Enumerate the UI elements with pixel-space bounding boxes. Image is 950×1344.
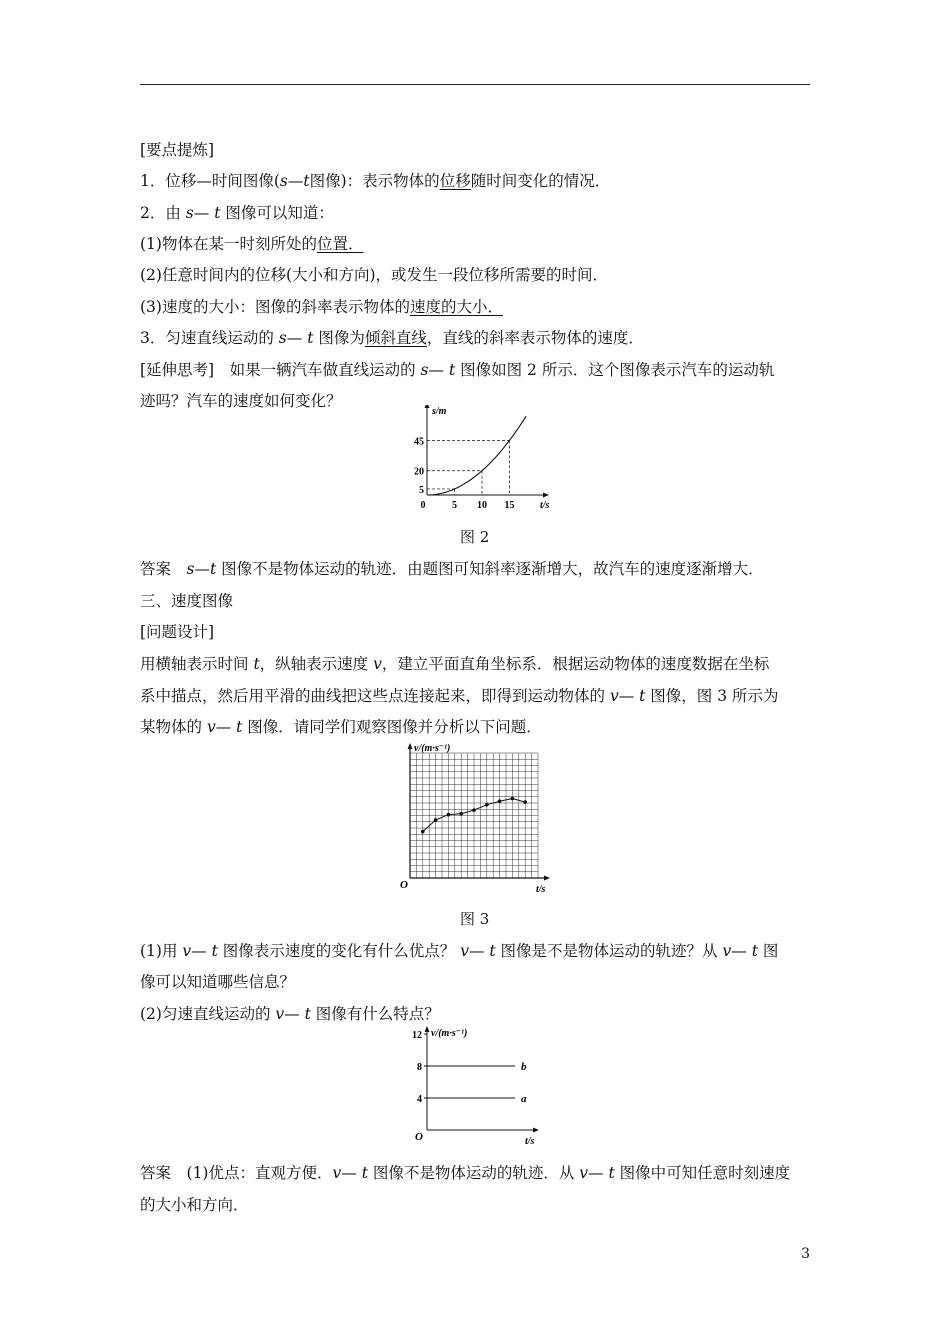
y-axis-label: v/(m·s⁻¹) bbox=[431, 1028, 468, 1039]
x-axis-arrow bbox=[544, 876, 550, 881]
problem-design-heading: [问题设计] bbox=[140, 623, 215, 641]
figure-2-caption: 图 2 bbox=[460, 528, 490, 546]
data-point bbox=[434, 818, 438, 822]
question-1-line2: 像可以知道哪些信息？ bbox=[140, 973, 296, 991]
point-3: 3．匀速直线运动的 s— t 图像为倾斜直线，直线的斜率表示物体的速度． bbox=[140, 329, 644, 347]
x-axis-label: t/s bbox=[540, 500, 550, 511]
y-tick-label: 4 bbox=[417, 1094, 422, 1105]
series-label-a: a bbox=[521, 1093, 527, 1105]
point-2-3: (3)速度的大小：图像的斜率表示物体的速度的大小． bbox=[140, 298, 503, 316]
figure-3-caption: 图 3 bbox=[460, 910, 490, 928]
origin-label: 0 bbox=[420, 500, 426, 511]
data-point bbox=[421, 830, 425, 834]
y-axis-arrow bbox=[425, 405, 430, 408]
question-1: (1)用 v— t 图像表示速度的变化有什么优点？ v— t 图像是不是物体运动的轨迹？从 v— t 图 bbox=[140, 942, 779, 960]
data-point bbox=[511, 797, 515, 801]
origin-label: O bbox=[415, 1131, 423, 1143]
point-1: 1．位移—时间图像(s—t图像)：表示物体的位移随时间变化的情况． bbox=[140, 172, 611, 190]
x-tick-label: 10 bbox=[477, 500, 487, 511]
page-number: 3 bbox=[801, 1246, 810, 1262]
data-point bbox=[472, 808, 476, 812]
series-label-b: b bbox=[521, 1061, 527, 1073]
answer-2-line2: 的大小和方向． bbox=[140, 1196, 249, 1214]
key-points-heading: [要点提炼] bbox=[140, 141, 215, 159]
x-tick-label: 5 bbox=[452, 500, 457, 511]
st-curve bbox=[427, 416, 526, 495]
problem-para-3: 某物体的 v— t 图像．请同学们观察图像并分析以下问题． bbox=[140, 718, 542, 736]
header-rule bbox=[140, 84, 810, 85]
figure-4-chart bbox=[395, 1018, 555, 1148]
data-point bbox=[523, 800, 527, 804]
x-axis-arrow bbox=[543, 493, 549, 498]
figure-3-chart bbox=[392, 738, 562, 898]
data-point bbox=[498, 799, 502, 803]
x-axis-label: t/s bbox=[525, 1136, 535, 1147]
extension-thinking: [延伸思考] 如果一辆汽车做直线运动的 s— t 图像如图 2 所示．这个图像表示汽车的运动轨 bbox=[140, 361, 775, 379]
question-2: (2)匀速直线运动的 v— t 图像有什么特点？ bbox=[140, 1005, 440, 1023]
origin-label: O bbox=[400, 879, 408, 891]
y-axis-arrow bbox=[425, 1026, 430, 1032]
y-axis-arrow bbox=[408, 743, 413, 749]
section-3-title: 三、速度图像 bbox=[140, 592, 234, 610]
y-tick-label: 8 bbox=[417, 1062, 422, 1073]
answer-1: 答案 s—t 图像不是物体运动的轨迹．由题图可知斜率逐渐增大，故汽车的速度逐渐增大． bbox=[140, 560, 764, 578]
problem-para-1: 用横轴表示时间 t，纵轴表示速度 v，建立平面直角坐标系．根据运动物体的速度数据在坐标 bbox=[140, 655, 770, 673]
figure-2-chart bbox=[405, 405, 555, 515]
point-2: 2．由 s— t 图像可以知道： bbox=[140, 204, 334, 222]
y-tick-label: 12 bbox=[412, 1030, 422, 1041]
extension-thinking-line2: 迹吗？汽车的速度如何变化？ bbox=[140, 392, 342, 410]
x-tick-label: 15 bbox=[504, 500, 515, 511]
y-tick-label: 45 bbox=[414, 436, 424, 448]
x-axis-arrow bbox=[533, 1128, 539, 1133]
data-point bbox=[447, 813, 451, 817]
data-point bbox=[459, 812, 463, 816]
data-point bbox=[485, 803, 489, 807]
y-tick-label: 5 bbox=[419, 484, 424, 496]
y-tick-label: 20 bbox=[414, 466, 424, 478]
x-axis-label: t/s bbox=[536, 884, 546, 895]
y-axis-label: s/m bbox=[432, 406, 447, 417]
point-2-1: (1)物体在某一时刻所处的位置． bbox=[140, 235, 364, 253]
y-axis-label: v/(m·s⁻¹) bbox=[414, 743, 451, 754]
answer-2: 答案 (1)优点：直观方便．v— t 图像不是物体运动的轨迹．从 v— t 图像中可知任意时刻速度 bbox=[140, 1164, 791, 1182]
point-2-2: (2)任意时间内的位移(大小和方向)，或发生一段位移所需要的时间． bbox=[140, 266, 609, 284]
problem-para-2: 系中描点，然后用平滑的曲线把这些点连接起来，即得到运动物体的 v— t 图像，图 3 所示为 bbox=[140, 687, 779, 705]
